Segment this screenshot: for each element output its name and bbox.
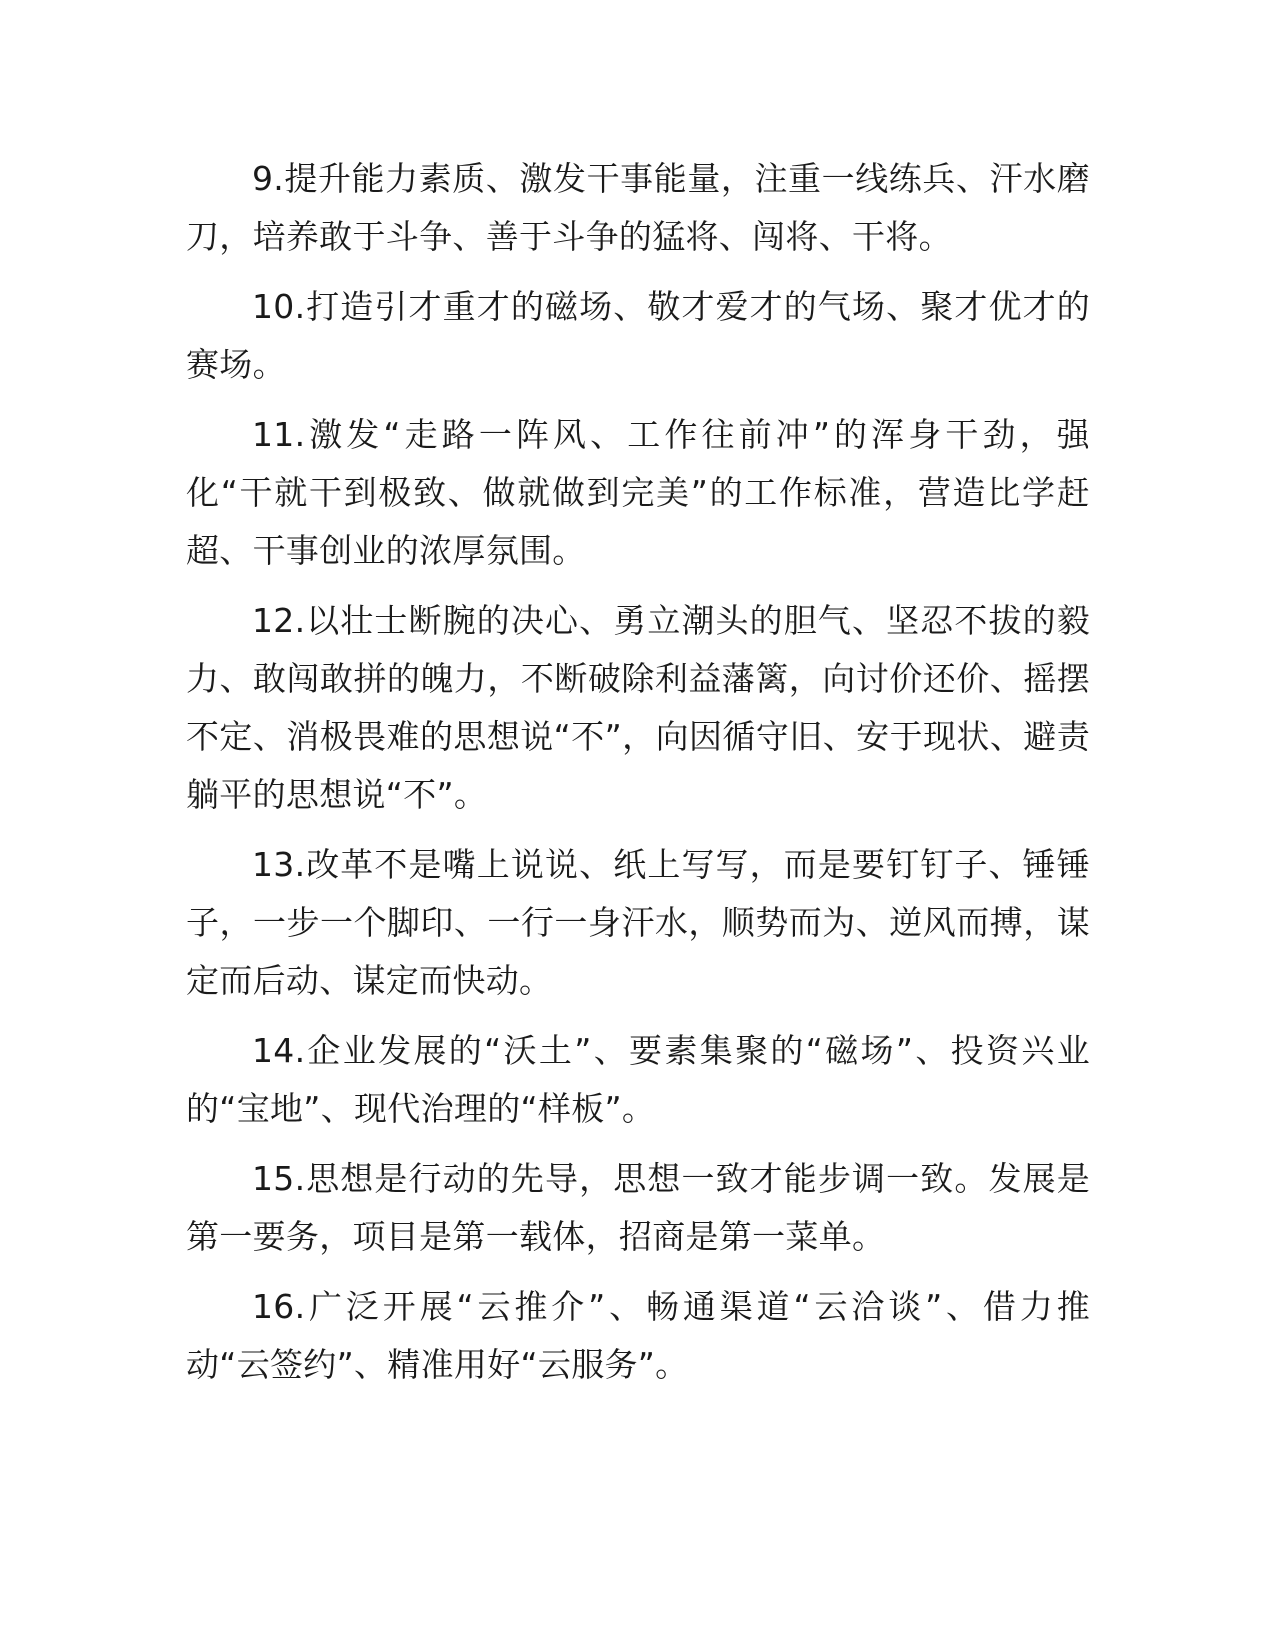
paragraph-10: 10.打造引才重才的磁场、敬才爱才的气场、聚才优才的赛场。 — [186, 287, 1090, 384]
paragraph-13: 13.改革不是嘴上说说、纸上写写，而是要钉钉子、锤锤子，一步一个脚印、一行一身汗水，顺势而为、逆风而搏，谋定而后动、谋定而快动。 — [186, 845, 1090, 1000]
paragraph-11: 11.激发“走路一阵风、工作往前冲”的浑身干劲，强化“干就干到极致、做就做到完美”的工作标准，营造比学赶超、干事创业的浓厚氛围。 — [186, 415, 1090, 570]
paragraph-14: 14.企业发展的“沃土”、要素集聚的“磁场”、投资兴业的“宝地”、现代治理的“样板”。 — [186, 1031, 1090, 1128]
paragraph-9: 9.提升能力素质、激发干事能量，注重一线练兵、汗水磨刀，培养敢于斗争、善于斗争的猛将、闯将、干将。 — [186, 159, 1090, 256]
document-body — [186, 150, 1090, 1406]
paragraph-12: 12.以壮士断腕的决心、勇立潮头的胆气、坚忍不拔的毅力、敢闯敢拼的魄力，不断破除利益藩篱，向讨价还价、摇摆不定、消极畏难的思想说“不”，向因循守旧、安于现状、避责躺平的思想说“不”。 — [186, 601, 1090, 814]
paragraph-15: 15.思想是行动的先导，思想一致才能步调一致。发展是第一要务，项目是第一载体，招商是第一菜单。 — [186, 1159, 1090, 1256]
paragraph-16: 16.广泛开展“云推介”、畅通渠道“云洽谈”、借力推动“云签约”、精准用好“云服务”。 — [186, 1287, 1090, 1384]
